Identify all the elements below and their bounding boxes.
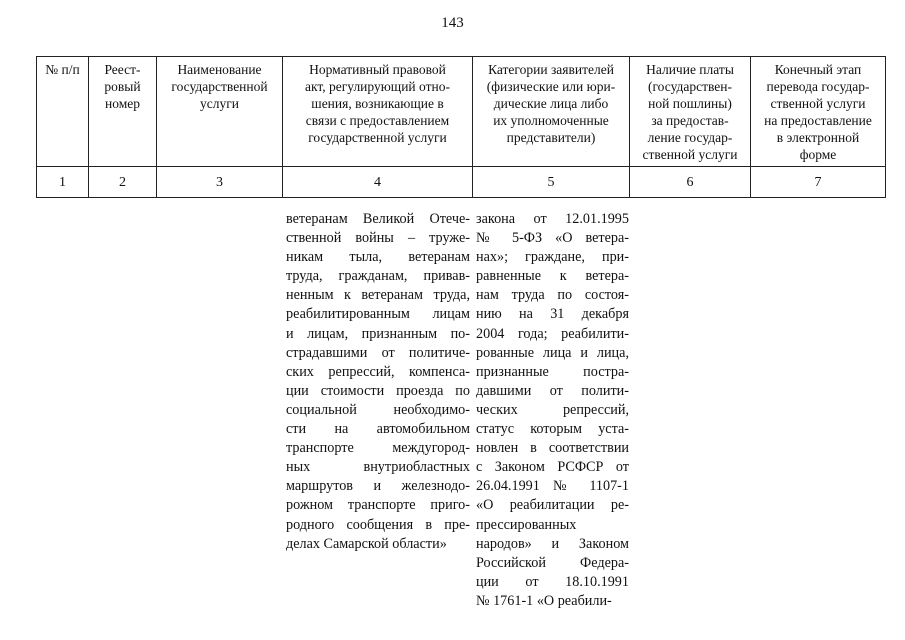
column-number-cell: 4 (283, 167, 473, 198)
header-cell-applicant-categories (473, 57, 630, 167)
text-line: новлен в соответствии (476, 440, 629, 457)
header-line: ственной услуги (770, 96, 866, 111)
text-line: ских репрессий, компенса- (286, 363, 470, 380)
header-cell-fee (630, 57, 751, 167)
column-number-row (37, 167, 886, 198)
header-line: государственной (171, 79, 268, 94)
header-cell-number (37, 57, 89, 167)
text-line: прессированных (476, 516, 577, 533)
legal-act-continuation-text (286, 210, 470, 554)
column-number-cell: 1 (37, 167, 89, 198)
header-line: на предоставление (764, 113, 872, 128)
text-line: ственной войны – труже- (286, 230, 470, 247)
header-cell-service-name (157, 57, 283, 167)
text-line: транспорте междугород- (286, 440, 470, 457)
text-line: ных внутриобластных (286, 459, 470, 476)
page-number: 143 (441, 15, 464, 31)
text-line: социальной необходимо- (286, 401, 470, 418)
text-line: 2004 года; реабилити- (476, 325, 629, 342)
text-line: нам труда по состоя- (476, 287, 629, 304)
text-line: ческих репрессий, (476, 401, 629, 418)
header-line: связи с предоставлением (305, 113, 450, 128)
header-line: (государствен- (647, 79, 732, 94)
header-cell-registry-number (89, 57, 157, 167)
header-line: дические лица либо (493, 96, 609, 111)
header-line: Наличие платы (646, 62, 734, 77)
header-line: шения, возникающие в (311, 96, 444, 111)
text-line: № 1761-1 «О реабили- (476, 592, 612, 609)
text-line: «О реабилитации ре- (476, 497, 629, 514)
text-line: рованные лица и лица, (476, 344, 629, 361)
header-cell-legal-act (283, 57, 473, 167)
header-line: ровый (104, 79, 141, 94)
text-line: делах Самарской области» (286, 535, 447, 552)
text-line: родного сообщения в пре- (286, 516, 470, 533)
text-line: страдавшими от политиче- (286, 344, 470, 361)
text-line: Российской Федера- (476, 554, 629, 571)
text-line: народов» и Законом (476, 535, 629, 552)
header-line: № п/п (45, 62, 80, 77)
services-table (36, 56, 886, 198)
table-header-row (37, 57, 886, 167)
header-line: Наименование (177, 62, 262, 77)
text-line: с Законом РСФСР от (476, 459, 629, 476)
header-line: представители) (506, 130, 596, 145)
column-number-cell: 6 (630, 167, 751, 198)
header-line: Нормативный правовой (309, 62, 446, 77)
column-number-cell: 7 (751, 167, 886, 198)
header-line: номер (104, 96, 140, 111)
header-line: ление государ- (647, 130, 733, 145)
text-line: равненные к ветера- (476, 268, 629, 285)
header-line: Категории заявителей (488, 62, 614, 77)
header-line: услуги (200, 96, 239, 111)
text-line: и лицам, признанным по- (286, 325, 470, 342)
text-line: маршрутов и железнодо- (286, 478, 470, 495)
text-line: труда, гражданам, привав- (286, 268, 470, 285)
header-line: государственной услуги (308, 130, 447, 145)
text-line: закона от 12.01.1995 (476, 211, 629, 227)
header-line: (физические или юри- (486, 79, 616, 94)
text-line: статус которым уста- (476, 421, 629, 438)
text-line: нах»; граждане, при- (476, 249, 629, 266)
header-line: акт, регулирующий отно- (305, 79, 450, 94)
header-line: их уполномоченные (493, 113, 609, 128)
text-line: признанные постра- (476, 363, 629, 380)
header-line: перевода государ- (766, 79, 870, 94)
column-number-cell: 2 (89, 167, 157, 198)
column-number-cell: 5 (473, 167, 630, 198)
header-line: в электронной (776, 130, 860, 145)
text-line: № 5-ФЗ «О ветера- (476, 230, 629, 247)
text-line: ненным к ветеранам труда, (286, 287, 470, 304)
header-line: форме (799, 147, 837, 162)
header-line: за предостав- (651, 113, 729, 128)
applicant-categories-continuation-text (476, 210, 629, 611)
text-line: рожном транспорте приго- (286, 497, 470, 514)
header-line: ственной услуги (642, 147, 738, 162)
header-line: ной пошлины) (648, 96, 732, 111)
text-line: 26.04.1991 № 1107-1 (476, 478, 629, 495)
header-line: Конечный этап (774, 62, 862, 77)
header-cell-electronic-stage (751, 57, 886, 167)
text-line: ции от 18.10.1991 (476, 573, 629, 590)
text-line: реабилитированным лицам (286, 306, 470, 323)
text-line: давшими от полити- (476, 382, 629, 399)
text-line: никам тыла, ветеранам (286, 249, 470, 266)
text-line: ветеранам Великой Отече- (286, 211, 470, 227)
text-line: нию на 31 декабря (476, 306, 629, 323)
text-line: ции стоимости проезда по (286, 382, 470, 399)
column-number-cell: 3 (157, 167, 283, 198)
text-line: сти на автомобильном (286, 421, 470, 438)
header-line: Реест- (104, 62, 141, 77)
